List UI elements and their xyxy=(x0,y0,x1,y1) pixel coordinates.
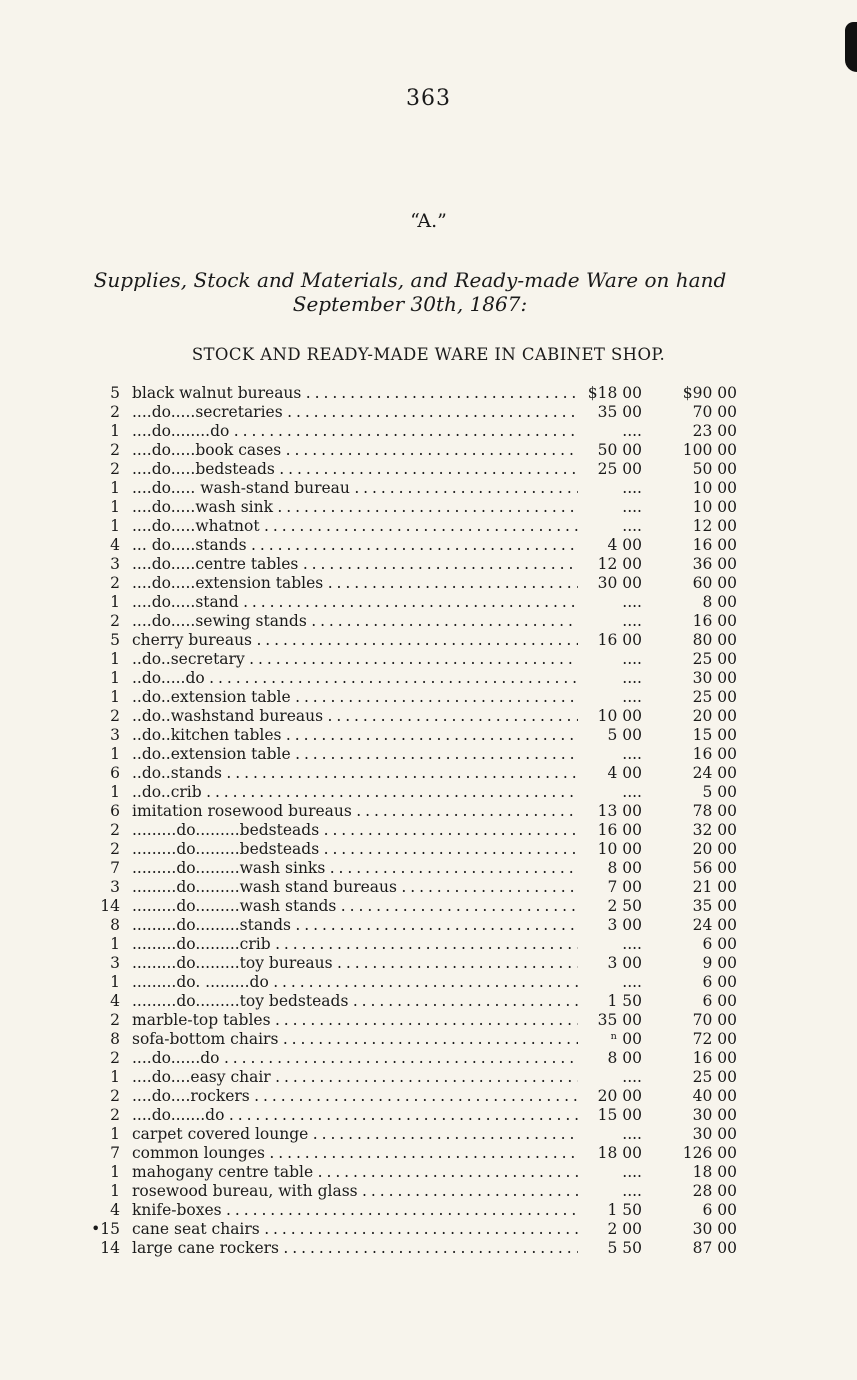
table-row xyxy=(0,479,857,498)
row-quantity: 1 xyxy=(110,1125,120,1143)
row-unit-price: 3 00 xyxy=(578,954,642,973)
row-total: 70 00 xyxy=(692,1011,737,1029)
row-item: ....do.....centre tables . . . xyxy=(132,555,582,574)
row-total: 30 00 xyxy=(692,1106,737,1124)
row-unit-price: .... xyxy=(578,593,642,612)
table-row xyxy=(0,935,857,954)
row-item: imitation rosewood bureaus . . . xyxy=(132,802,582,821)
row-total: 30 00 xyxy=(692,1125,737,1143)
row-unit-price: .... xyxy=(578,669,642,688)
row-quantity: 3 xyxy=(110,954,120,972)
row-quantity: 8 xyxy=(110,916,120,934)
row-item: large cane rockers . . . xyxy=(132,1239,582,1258)
table-row xyxy=(0,612,857,631)
row-item: ....do....rockers . . . xyxy=(132,1087,582,1106)
row-unit-price: 12 00 xyxy=(578,555,642,574)
row-item: marble-top tables . . . xyxy=(132,1011,582,1030)
row-total: 5 00 xyxy=(702,783,737,801)
table-row xyxy=(0,802,857,821)
row-total: 100 00 xyxy=(682,441,737,459)
table-row xyxy=(0,726,857,745)
table-row xyxy=(0,973,857,992)
table-row xyxy=(0,1220,857,1239)
row-unit-price: 4 00 xyxy=(578,764,642,783)
inventory-table xyxy=(0,384,857,1258)
row-total: 16 00 xyxy=(692,536,737,554)
row-unit-price: .... xyxy=(578,1163,642,1182)
row-unit-price: 8 00 xyxy=(578,859,642,878)
row-item: ..do..stands . . . xyxy=(132,764,582,783)
row-total: 24 00 xyxy=(692,764,737,782)
row-item: ....do.....secretaries . . . xyxy=(132,403,582,422)
row-quantity: 1 xyxy=(110,1163,120,1181)
row-total: 30 00 xyxy=(692,1220,737,1238)
row-item: .........do.........stands . . . xyxy=(132,916,582,935)
row-unit-price: ⁿ 00 xyxy=(578,1030,642,1049)
row-quantity: 1 xyxy=(110,669,120,687)
row-unit-price: 16 00 xyxy=(578,821,642,840)
row-total: 36 00 xyxy=(692,555,737,573)
row-total: 60 00 xyxy=(692,574,737,592)
table-row xyxy=(0,441,857,460)
row-total: 18 00 xyxy=(692,1163,737,1181)
row-quantity: 1 xyxy=(110,517,120,535)
row-item: knife-boxes . . . xyxy=(132,1201,582,1220)
table-row xyxy=(0,1106,857,1125)
row-unit-price: .... xyxy=(578,422,642,441)
row-item: ..do..extension table . . . xyxy=(132,745,582,764)
row-total: 10 00 xyxy=(692,498,737,516)
subheading: STOCK AND READY-MADE WARE IN CABINET SHOP. xyxy=(191,345,666,364)
row-quantity: 2 xyxy=(110,441,120,459)
row-total: 25 00 xyxy=(692,650,737,668)
section-letter: “A.” xyxy=(410,210,447,232)
row-item: ....do.....whatnot . . . xyxy=(132,517,582,536)
table-row xyxy=(0,1049,857,1068)
row-quantity: 1 xyxy=(110,593,120,611)
row-quantity: 1 xyxy=(110,479,120,497)
table-row xyxy=(0,1011,857,1030)
row-item: ....do..... wash-stand bureau . . . xyxy=(132,479,582,498)
row-total: 30 00 xyxy=(692,669,737,687)
row-unit-price: $18 00 xyxy=(578,384,642,403)
row-item: ..do..kitchen tables . . . xyxy=(132,726,582,745)
row-total: 15 00 xyxy=(692,726,737,744)
row-quantity: 1 xyxy=(110,935,120,953)
table-row xyxy=(0,878,857,897)
page-edge-mark xyxy=(845,22,857,72)
row-item: ..do..secretary . . . xyxy=(132,650,582,669)
row-item: .........do.........bedsteads . . . xyxy=(132,840,582,859)
table-row xyxy=(0,1182,857,1201)
row-total: 9 00 xyxy=(702,954,737,972)
row-unit-price: .... xyxy=(578,783,642,802)
row-item: cane seat chairs . . . xyxy=(132,1220,582,1239)
row-quantity: 1 xyxy=(110,1182,120,1200)
row-unit-price: 35 00 xyxy=(578,403,642,422)
row-quantity: 1 xyxy=(110,783,120,801)
row-unit-price: .... xyxy=(578,498,642,517)
row-item: ....do.....bedsteads . . . xyxy=(132,460,582,479)
row-quantity: 1 xyxy=(110,688,120,706)
row-unit-price: .... xyxy=(578,688,642,707)
row-quantity: 2 xyxy=(110,707,120,725)
table-row xyxy=(0,783,857,802)
table-row xyxy=(0,574,857,593)
row-total: 6 00 xyxy=(702,992,737,1010)
row-unit-price: 20 00 xyxy=(578,1087,642,1106)
row-total: 32 00 xyxy=(692,821,737,839)
row-unit-price: .... xyxy=(578,650,642,669)
row-quantity: 1 xyxy=(110,973,120,991)
row-quantity: 2 xyxy=(110,1106,120,1124)
table-row xyxy=(0,688,857,707)
row-item: ....do........do . . . xyxy=(132,422,582,441)
row-total: 10 00 xyxy=(692,479,737,497)
table-row xyxy=(0,384,857,403)
row-unit-price: 8 00 xyxy=(578,1049,642,1068)
row-total: 80 00 xyxy=(692,631,737,649)
table-row xyxy=(0,1030,857,1049)
row-item: common lounges . . . xyxy=(132,1144,582,1163)
row-item: mahogany centre table . . . xyxy=(132,1163,582,1182)
table-row xyxy=(0,707,857,726)
row-quantity: 3 xyxy=(110,878,120,896)
row-item: ....do.....stand . . . xyxy=(132,593,582,612)
row-total: 20 00 xyxy=(692,707,737,725)
row-item: ....do.......do . . . xyxy=(132,1106,582,1125)
table-row xyxy=(0,821,857,840)
row-item: ....do......do . . . xyxy=(132,1049,582,1068)
table-row xyxy=(0,1144,857,1163)
table-row xyxy=(0,1125,857,1144)
row-unit-price: 3 00 xyxy=(578,916,642,935)
row-item: cherry bureaus . . . xyxy=(132,631,582,650)
row-total: 25 00 xyxy=(692,1068,737,1086)
row-quantity: 6 xyxy=(110,802,120,820)
row-total: 35 00 xyxy=(692,897,737,915)
row-item: ....do.....sewing stands . . . xyxy=(132,612,582,631)
row-unit-price: 5 50 xyxy=(578,1239,642,1258)
row-quantity: 2 xyxy=(110,821,120,839)
row-total: 70 00 xyxy=(692,403,737,421)
row-total: 21 00 xyxy=(692,878,737,896)
row-unit-price: 50 00 xyxy=(578,441,642,460)
table-row xyxy=(0,859,857,878)
row-total: 25 00 xyxy=(692,688,737,706)
row-total: 23 00 xyxy=(692,422,737,440)
table-row xyxy=(0,1239,857,1258)
row-unit-price: 2 00 xyxy=(578,1220,642,1239)
row-unit-price: .... xyxy=(578,745,642,764)
row-unit-price: .... xyxy=(578,479,642,498)
table-row xyxy=(0,1201,857,1220)
row-quantity: 1 xyxy=(110,422,120,440)
row-total: 16 00 xyxy=(692,745,737,763)
row-quantity: 1 xyxy=(110,650,120,668)
row-item: sofa-bottom chairs . . . xyxy=(132,1030,582,1049)
row-unit-price: .... xyxy=(578,1125,642,1144)
row-unit-price: 16 00 xyxy=(578,631,642,650)
row-quantity: 1 xyxy=(110,498,120,516)
row-quantity: 4 xyxy=(110,536,120,554)
row-item: black walnut bureaus . . . xyxy=(132,384,582,403)
row-unit-price: 10 00 xyxy=(578,840,642,859)
table-row xyxy=(0,422,857,441)
row-quantity: 2 xyxy=(110,1049,120,1067)
row-unit-price: 13 00 xyxy=(578,802,642,821)
row-item: rosewood bureau, with glass . . . xyxy=(132,1182,582,1201)
row-unit-price: .... xyxy=(578,517,642,536)
row-total: 12 00 xyxy=(692,517,737,535)
table-row xyxy=(0,954,857,973)
table-row xyxy=(0,517,857,536)
heading xyxy=(70,268,750,316)
row-item: ..do.....do . . . xyxy=(132,669,582,688)
table-row xyxy=(0,1068,857,1087)
row-total: 20 00 xyxy=(692,840,737,858)
table-row xyxy=(0,1087,857,1106)
row-item: .........do.........wash stand bureaus . . . xyxy=(132,878,582,897)
table-row xyxy=(0,745,857,764)
row-item: ....do.....wash sink . . . xyxy=(132,498,582,517)
row-total: $90 00 xyxy=(682,384,737,402)
row-total: 87 00 xyxy=(692,1239,737,1257)
row-quantity: 2 xyxy=(110,574,120,592)
row-total: 6 00 xyxy=(702,935,737,953)
row-quantity: 3 xyxy=(110,555,120,573)
row-quantity: 5 xyxy=(110,631,120,649)
table-row xyxy=(0,1163,857,1182)
row-quantity: 1 xyxy=(110,745,120,763)
row-unit-price: 7 00 xyxy=(578,878,642,897)
row-quantity: 3 xyxy=(110,726,120,744)
row-quantity: •15 xyxy=(91,1220,120,1238)
table-row xyxy=(0,916,857,935)
heading-line-2: September 30th, 1867: xyxy=(292,292,528,316)
row-quantity: 6 xyxy=(110,764,120,782)
row-item: ..do..crib . . . xyxy=(132,783,582,802)
table-row xyxy=(0,555,857,574)
row-unit-price: 30 00 xyxy=(578,574,642,593)
row-item: .........do.........toy bedsteads . . . xyxy=(132,992,582,1011)
row-total: 28 00 xyxy=(692,1182,737,1200)
row-item: ....do....easy chair . . . xyxy=(132,1068,582,1087)
row-total: 6 00 xyxy=(702,1201,737,1219)
row-total: 40 00 xyxy=(692,1087,737,1105)
row-item: .........do.........bedsteads . . . xyxy=(132,821,582,840)
table-row xyxy=(0,650,857,669)
row-quantity: 4 xyxy=(110,992,120,1010)
row-unit-price: 5 00 xyxy=(578,726,642,745)
heading-line-1: Supplies, Stock and Materials, and Ready-made Ware on hand xyxy=(93,268,727,292)
row-item: .........do. .........do . . . xyxy=(132,973,582,992)
row-item: .........do.........crib . . . xyxy=(132,935,582,954)
table-row xyxy=(0,403,857,422)
row-quantity: 2 xyxy=(110,840,120,858)
row-item: ... do.....stands . . . xyxy=(132,536,582,555)
row-quantity: 2 xyxy=(110,1087,120,1105)
row-total: 8 00 xyxy=(702,593,737,611)
table-row xyxy=(0,593,857,612)
row-quantity: 2 xyxy=(110,1011,120,1029)
row-total: 126 00 xyxy=(682,1144,737,1162)
row-unit-price: 2 50 xyxy=(578,897,642,916)
row-total: 78 00 xyxy=(692,802,737,820)
row-quantity: 14 xyxy=(100,1239,120,1257)
row-item: ....do.....extension tables . . . xyxy=(132,574,582,593)
row-quantity: 2 xyxy=(110,403,120,421)
row-unit-price: 4 00 xyxy=(578,536,642,555)
row-quantity: 8 xyxy=(110,1030,120,1048)
row-unit-price: 35 00 xyxy=(578,1011,642,1030)
row-total: 24 00 xyxy=(692,916,737,934)
row-item: ....do.....book cases . . . xyxy=(132,441,582,460)
row-item: ..do..washstand bureaus . . . xyxy=(132,707,582,726)
row-unit-price: 1 50 xyxy=(578,992,642,1011)
table-row xyxy=(0,498,857,517)
table-row xyxy=(0,669,857,688)
row-unit-price: .... xyxy=(578,935,642,954)
row-quantity: 5 xyxy=(110,384,120,402)
row-total: 6 00 xyxy=(702,973,737,991)
row-unit-price: .... xyxy=(578,612,642,631)
row-total: 56 00 xyxy=(692,859,737,877)
table-row xyxy=(0,897,857,916)
row-item: .........do.........wash stands . . . xyxy=(132,897,582,916)
row-total: 50 00 xyxy=(692,460,737,478)
row-total: 72 00 xyxy=(692,1030,737,1048)
page-number: 363 xyxy=(406,86,451,111)
row-item: .........do.........toy bureaus . . . xyxy=(132,954,582,973)
table-row xyxy=(0,460,857,479)
row-quantity: 7 xyxy=(110,1144,120,1162)
row-quantity: 14 xyxy=(100,897,120,915)
row-item: carpet covered lounge . . . xyxy=(132,1125,582,1144)
table-row xyxy=(0,992,857,1011)
row-unit-price: 15 00 xyxy=(578,1106,642,1125)
row-item: .........do.........wash sinks . . . xyxy=(132,859,582,878)
row-quantity: 2 xyxy=(110,460,120,478)
row-item: ..do..extension table . . . xyxy=(132,688,582,707)
row-unit-price: .... xyxy=(578,973,642,992)
row-unit-price: 25 00 xyxy=(578,460,642,479)
row-unit-price: 18 00 xyxy=(578,1144,642,1163)
row-quantity: 7 xyxy=(110,859,120,877)
table-row xyxy=(0,840,857,859)
row-total: 16 00 xyxy=(692,1049,737,1067)
row-unit-price: 10 00 xyxy=(578,707,642,726)
row-unit-price: .... xyxy=(578,1182,642,1201)
row-total: 16 00 xyxy=(692,612,737,630)
row-unit-price: .... xyxy=(578,1068,642,1087)
row-quantity: 2 xyxy=(110,612,120,630)
row-quantity: 1 xyxy=(110,1068,120,1086)
table-row xyxy=(0,536,857,555)
row-quantity: 4 xyxy=(110,1201,120,1219)
table-row xyxy=(0,764,857,783)
row-unit-price: 1 50 xyxy=(578,1201,642,1220)
table-row xyxy=(0,631,857,650)
